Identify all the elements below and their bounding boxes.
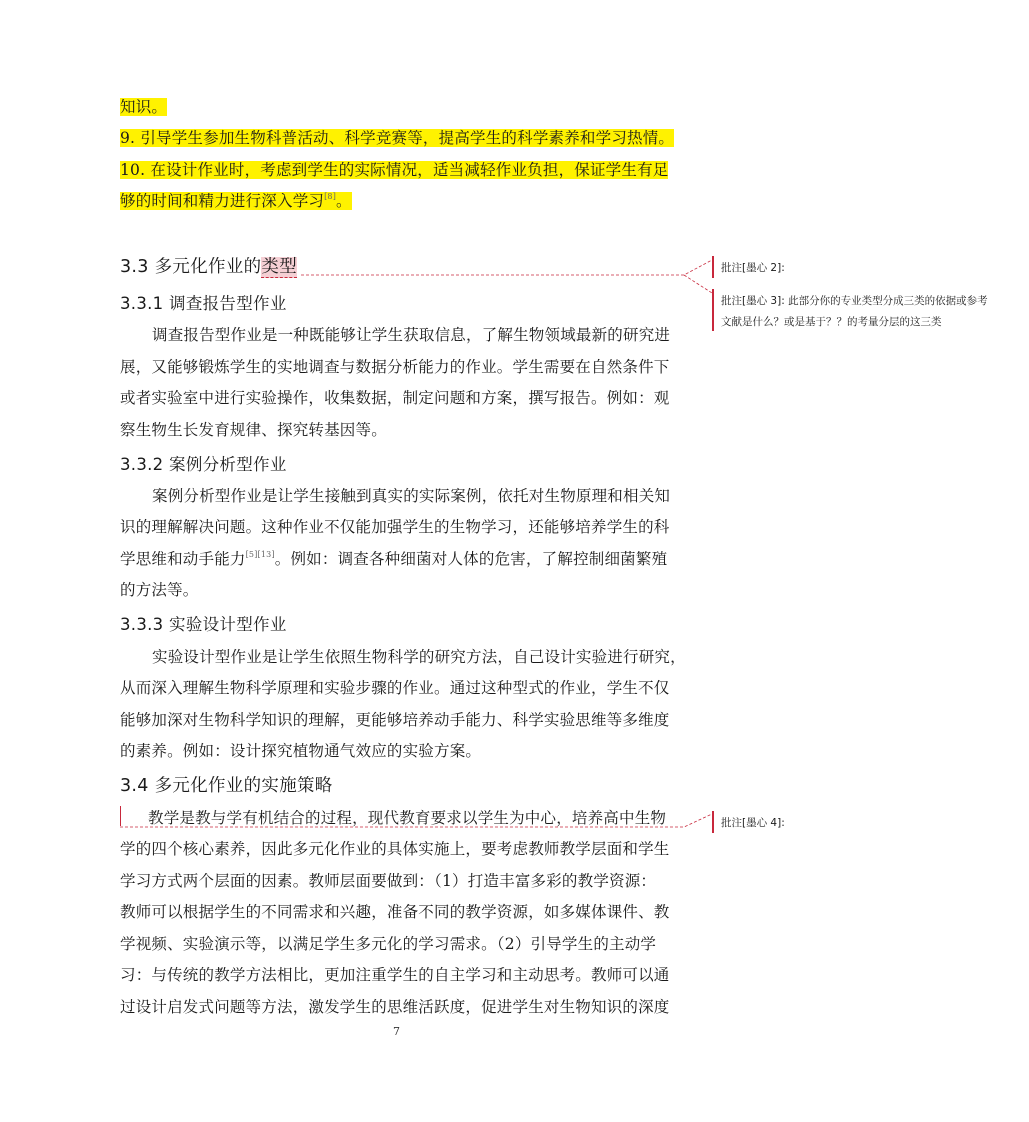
citation-ref[interactable]: [8] bbox=[324, 192, 337, 201]
paragraph-line: 察生物生长发育规律、探究转基因等。 bbox=[120, 421, 387, 439]
comment-3-line1[interactable]: 批注[墨心 3]: 此部分你的专业类型分成三类的依据或参考 bbox=[721, 295, 988, 307]
comment-2[interactable]: 批注[墨心 2]: bbox=[721, 262, 785, 274]
paragraph-line: 能够加深对生物科学知识的理解，更能够培养动手能力、科学实验思维等多维度 bbox=[120, 711, 670, 729]
comment-bar bbox=[712, 289, 714, 331]
section-heading-3-4: 3.4 多元化作业的实施策略 bbox=[120, 776, 333, 796]
paragraph-line: 习：与传统的教学方法相比，更加注重学生的自主学习和主动思考。教师可以通 bbox=[120, 966, 670, 984]
paragraph-line: 的方法等。 bbox=[120, 581, 199, 599]
paragraph-line: 调查报告型作业是一种既能够让学生获取信息，了解生物领域最新的研究进 bbox=[152, 326, 671, 344]
comment-connector-3 bbox=[684, 275, 712, 293]
section-heading-3-3-2: 3.3.2 案例分析型作业 bbox=[120, 455, 287, 474]
comment-bar bbox=[712, 811, 714, 833]
comment-4[interactable]: 批注[墨心 4]: bbox=[721, 817, 785, 829]
comment-3-line2[interactable]: 文献是什么？或是基于？？的考量分层的这三类 bbox=[721, 316, 942, 328]
paragraph-line-with-citation: 学思维和动手能力[5][13]。例如：调查各种细菌对人体的危害，了解控制细菌繁殖 bbox=[120, 550, 668, 568]
highlighted-text: 10. 在设计作业时，考虑到学生的实际情况，适当减轻作业负担，保证学生有足 bbox=[120, 161, 669, 179]
paragraph-line: 学视频、实验演示等，以满足学生多元化的学习需求。（2）引导学生的主动学 bbox=[120, 935, 657, 953]
highlighted-text: 知识。 bbox=[120, 98, 168, 116]
paragraph-line-commented[interactable]: 教学是教与学有机结合的过程，现代教育要求以学生为中心，培养高中生物 bbox=[148, 809, 667, 827]
paragraph-line: 从而深入理解生物科学原理和实验步骤的作业。通过这种型式的作业，学生不仅 bbox=[120, 679, 670, 697]
paragraph-line: 展，又能够锻炼学生的实地调查与数据分析能力的作业。学生需要在自然条件下 bbox=[120, 358, 670, 376]
paragraph-line: 实验设计型作业是让学生依照生物科学的研究方法，自己设计实验进行研究， bbox=[152, 648, 686, 666]
comment-range-start bbox=[120, 806, 121, 826]
comment-anchor-2[interactable]: 类型 bbox=[261, 257, 298, 277]
comment-bar bbox=[712, 256, 714, 278]
paragraph-line: 过设计启发式问题等方法，激发学生的思维活跃度，促进学生对生物知识的深度 bbox=[120, 998, 670, 1016]
paragraph-line: 学的四个核心素养，因此多元化作业的具体实施上，要考虑教师教学层面和学生 bbox=[120, 840, 670, 858]
paragraph-line: 或者实验室中进行实验操作，收集数据，制定问题和方案，撰写报告。例如：观 bbox=[120, 389, 670, 407]
section-heading-3-3-1: 3.3.1 调查报告型作业 bbox=[120, 294, 287, 313]
paragraph-line: 学习方式两个层面的因素。教师层面要做到：（1）打造丰富多彩的教学资源： bbox=[120, 872, 657, 890]
section-heading-3-3: 3.3 多元化作业的类型 bbox=[120, 257, 298, 277]
paragraph-line: 教师可以根据学生的不同需求和兴趣，准备不同的教学资源，如多媒体课件、教 bbox=[120, 903, 670, 921]
paragraph-line: 识的理解解决问题。这种作业不仅能加强学生的生物学习，还能够培养学生的科 bbox=[120, 518, 670, 536]
section-heading-3-3-3: 3.3.3 实验设计型作业 bbox=[120, 615, 287, 634]
highlighted-text-with-citation: 够的时间和精力进行深入学习[8]。 bbox=[120, 192, 352, 210]
page-number: 7 bbox=[393, 1025, 400, 1038]
comment-connector-2 bbox=[301, 260, 712, 275]
paragraph-line: 的素养。例如：设计探究植物通气效应的实验方案。 bbox=[120, 742, 482, 760]
citation-ref[interactable]: [5][13] bbox=[245, 550, 275, 559]
paragraph-line: 案例分析型作业是让学生接触到真实的实际案例，依托对生物原理和相关知 bbox=[152, 487, 671, 505]
highlighted-text: 9. 引导学生参加生物科普活动、科学竞赛等，提高学生的科学素养和学习热情。 bbox=[120, 129, 675, 147]
